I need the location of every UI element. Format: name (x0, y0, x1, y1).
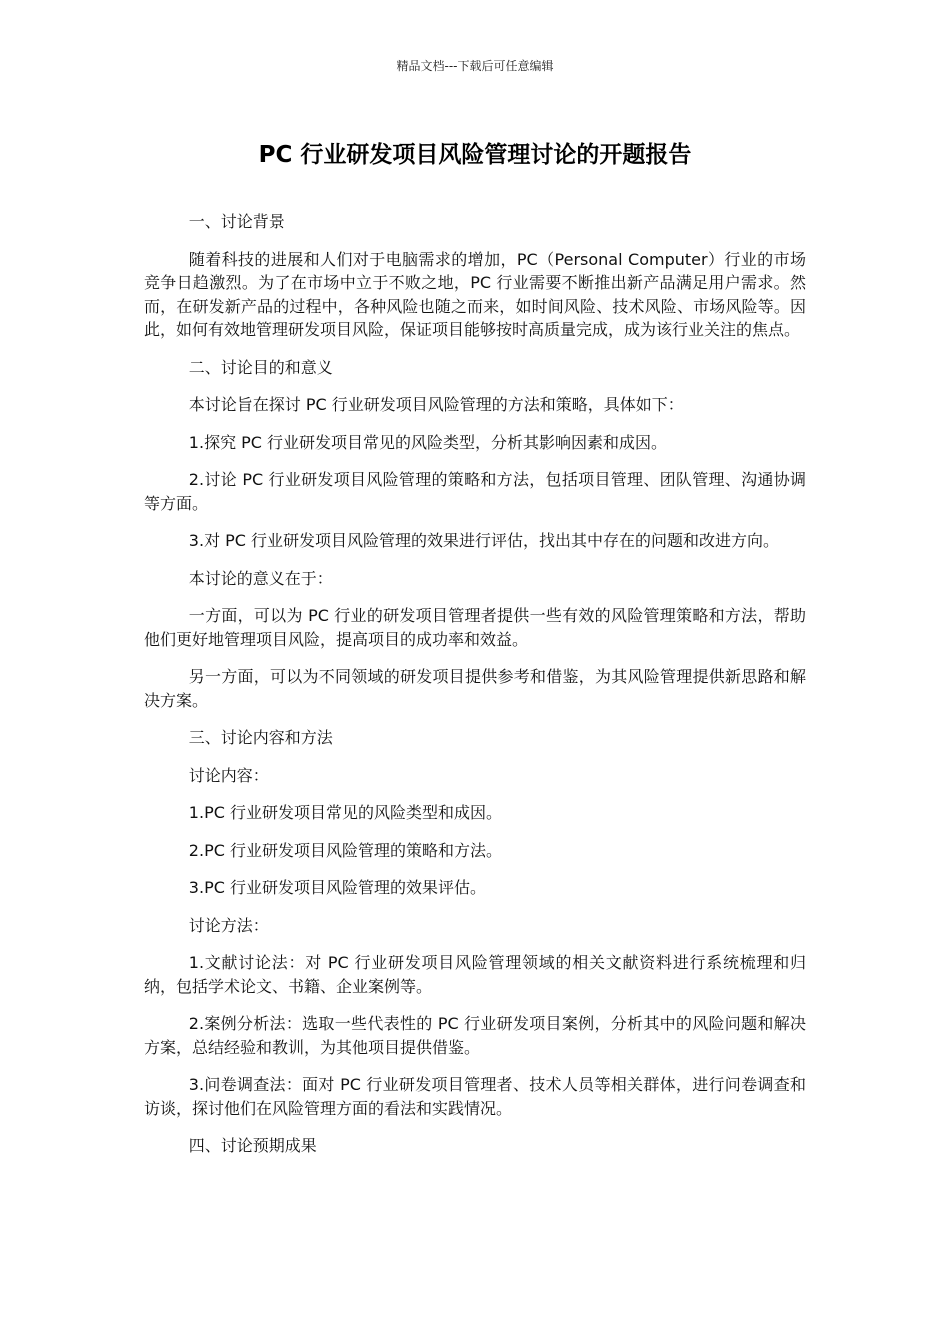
content-item-2: 2.PC 行业研发项目风险管理的策略和方法。 (188, 840, 502, 860)
purpose-intro: 本讨论旨在探讨 PC 行业研发项目风险管理的方法和策略，具体如下： (188, 395, 684, 414)
significance-item-2: 另一方面，可以为不同领域的研发项目提供参考和借鉴，为其风险管理提供新思路和解决方案。 (144, 667, 806, 710)
document-body (144, 210, 806, 1172)
method-item-3: 3.问卷调查法：面对 PC 行业研发项目管理者、技术人员等相关群体，进行问卷调查和访谈，探讨他们在风险管理方面的看法和实践情况。 (144, 1075, 806, 1118)
header-note: 精品文档---下载后可任意编辑 (396, 59, 554, 73)
method-item-1: 1.文献讨论法：对 PC 行业研发项目风险管理领域的相关文献资料进行系统梳理和归纳，包括学术论文、书籍、企业案例等。 (144, 953, 806, 996)
purpose-item-2: 2.讨论 PC 行业研发项目风险管理的策略和方法，包括项目管理、团队管理、沟通协调等方面。 (144, 470, 806, 513)
section-heading-background: 一、讨论背景 (188, 212, 285, 231)
significance-item-1: 一方面，可以为 PC 行业的研发项目管理者提供一些有效的风险管理策略和方法，帮助他们更好地管理项目风险，提高项目的成功率和效益。 (144, 606, 806, 649)
section-heading-purpose: 二、讨论目的和意义 (188, 357, 333, 377)
content-label: 讨论内容： (188, 765, 269, 785)
section-heading-content-methods: 三、讨论内容和方法 (188, 728, 333, 747)
content-item-1: 1.PC 行业研发项目常见的风险类型和成因。 (188, 803, 502, 822)
content-item-3: 3.PC 行业研发项目风险管理的效果评估。 (188, 878, 486, 897)
methods-label: 讨论方法： (188, 915, 269, 935)
purpose-item-1: 1.探究 PC 行业研发项目常见的风险类型，分析其影响因素和成因。 (188, 432, 668, 452)
purpose-item-3: 3.对 PC 行业研发项目风险管理的效果进行评估，找出其中存在的问题和改进方向。 (188, 531, 780, 550)
background-paragraph: 随着科技的进展和人们对于电脑需求的增加，PC（Personal Computer）行业的市场竞争日趋激烈。为了在市场中立于不败之地，PC 行业需要不断推出新产品满足用户需求。然而，在研发新产品的过程中，各种风险也随之而来，如时间风险、技术风险、市场风险等。因此，如何有效地管理研发项目风险，保证项目能够按时高质量完成，成为该行业关注的焦点。 (144, 249, 806, 339)
section-heading-expected-results: 四、讨论预期成果 (188, 1136, 317, 1155)
significance-intro: 本讨论的意义在于： (188, 568, 333, 588)
document-title: PC 行业研发项目风险管理讨论的开题报告 (258, 142, 692, 168)
method-item-2: 2.案例分析法：选取一些代表性的 PC 行业研发项目案例，分析其中的风险问题和解决方案，总结经验和教训，为其他项目提供借鉴。 (144, 1014, 806, 1057)
